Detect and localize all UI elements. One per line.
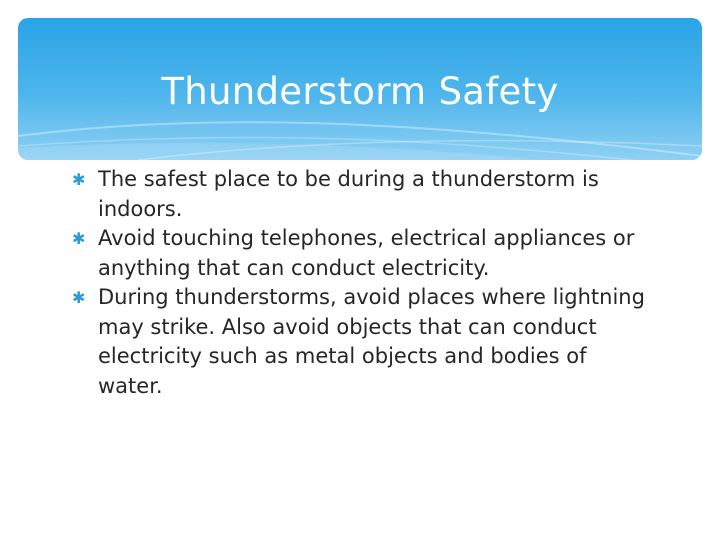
asterisk-bullet-icon: ✱ [72, 229, 86, 248]
asterisk-bullet-icon: ✱ [72, 170, 86, 189]
bullet-text: Avoid touching telephones, electrical appliances or anything that can conduct electricity. [98, 226, 635, 280]
bullet-item [72, 165, 652, 224]
bullet-text: During thunderstorms, avoid places where lightning may strike. Also avoid objects that can conduct electricity such as metal objects and bodies of water. [98, 285, 645, 398]
asterisk-bullet-icon: ✱ [72, 288, 86, 307]
slide-title: Thunderstorm Safety [161, 70, 559, 113]
bullet-item [72, 224, 652, 283]
bullet-text: The safest place to be during a thunderstorm is indoors. [98, 167, 599, 221]
bullet-item [72, 283, 652, 401]
title-banner [18, 18, 702, 160]
bullet-list [72, 165, 652, 401]
